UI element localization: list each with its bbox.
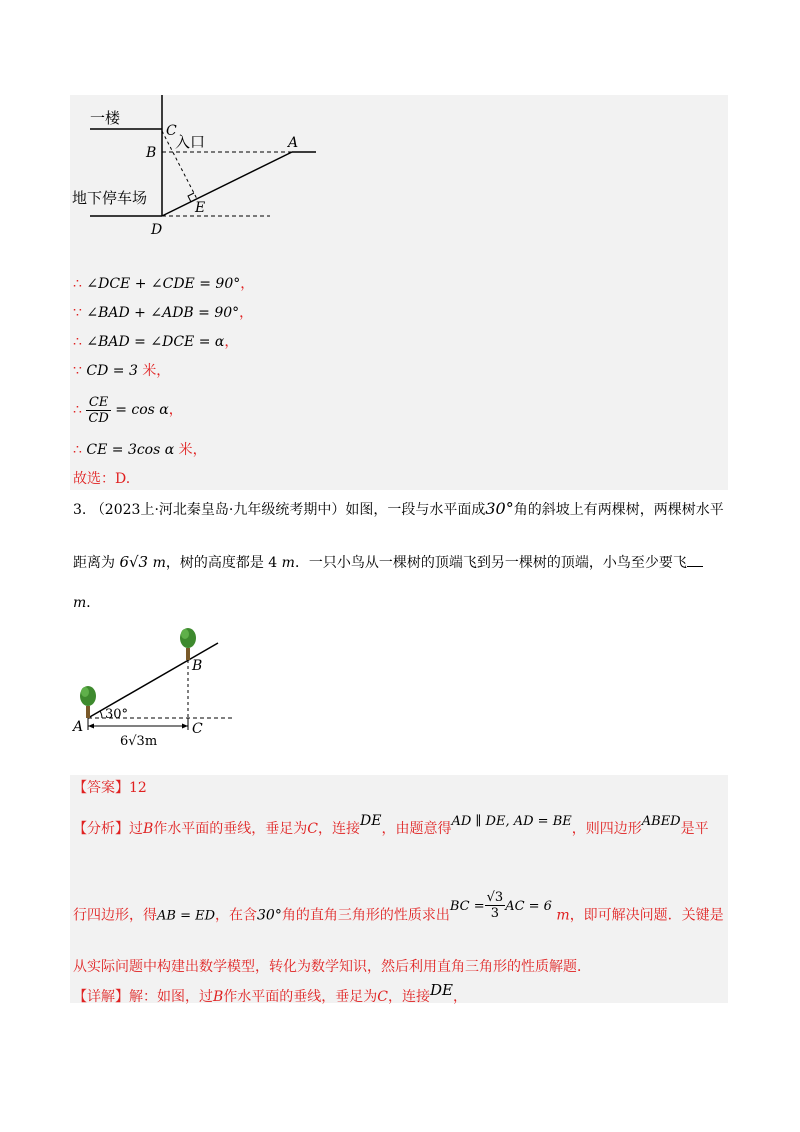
slope-trees-figure (70, 618, 250, 748)
detail-line: 【详解】解：如图，过B作水平面的垂线，垂足为C，连接DE， (73, 981, 467, 1005)
fraction-ce-over-cd: $\frac{CE}{CD}$ (88, 394, 109, 426)
solution-line-4: ∵ CD = 3 米， (73, 363, 171, 379)
solution-line-5: ∴ $\frac{CE}{CD}$ = cos α， (73, 394, 183, 426)
analysis-line-1: 【分析】过B作水平面的垂线，垂足为C，连接DE，由题意得AD ∥ DE, AD = BE，则四边形ABED是平 (73, 813, 709, 837)
answer-choice: 故选：D. (73, 471, 131, 487)
tree-icon-left (80, 686, 96, 718)
solution-line-6: ∴ CE = 3cos α 米， (73, 442, 207, 458)
answer-line: 【答案】12 (73, 780, 147, 796)
tree-icon-right (180, 628, 196, 660)
point-label-b: B (192, 658, 203, 674)
point-label-b: B (146, 145, 157, 161)
label-ground-floor: 一楼 (90, 109, 121, 127)
point-label-c: C (166, 123, 177, 139)
distance-label: 6√3m (120, 734, 158, 748)
point-label-a: A (288, 135, 299, 151)
solution-line-3: ∴ ∠BAD = ∠DCE = α， (73, 334, 239, 350)
angle-label-30: 30° (105, 707, 129, 722)
point-label-a: A (73, 719, 84, 735)
point-label-e: E (195, 200, 206, 216)
answer-blank[interactable] (687, 554, 703, 567)
question-3-line-2: 距离为 6√3 m，树的高度都是 4 m．一只小鸟从一棵树的顶端飞到另一棵树的顶端，小鸟至少要飞 (73, 553, 703, 572)
question-3-line-3: m． (73, 595, 101, 611)
solution-line-2: ∵ ∠BAD + ∠ADB = 90°， (73, 305, 254, 321)
analysis-line-3: 从实际问题中构建出数学模型，转化为数学知识，然后利用直角三角形的性质解题． (73, 959, 591, 975)
point-label-d: D (151, 222, 163, 238)
parking-entrance-figure (70, 95, 330, 240)
point-label-c: C (192, 721, 203, 737)
label-entrance: 入口 (175, 133, 206, 151)
question-3-line-1: 3. （2023上·河北秦皇岛·九年级统考期中）如图，一段与水平面成30°角的斜坡上有两棵树，两棵树水平 (73, 499, 724, 518)
label-underground-parking: 地下停车场 (72, 189, 148, 207)
solution-line-1: ∴ ∠DCE + ∠CDE = 90°， (73, 276, 255, 292)
analysis-line-2: 行四边形，得AB = ED，在含30°角的直角三角形的性质求出BC = $\frac{√3}{3}$ AC = 6 m，即可解决问题．关键是 (73, 890, 724, 924)
bc-equation: BC = $\frac{√3}{3}$ AC = 6 (449, 890, 552, 921)
